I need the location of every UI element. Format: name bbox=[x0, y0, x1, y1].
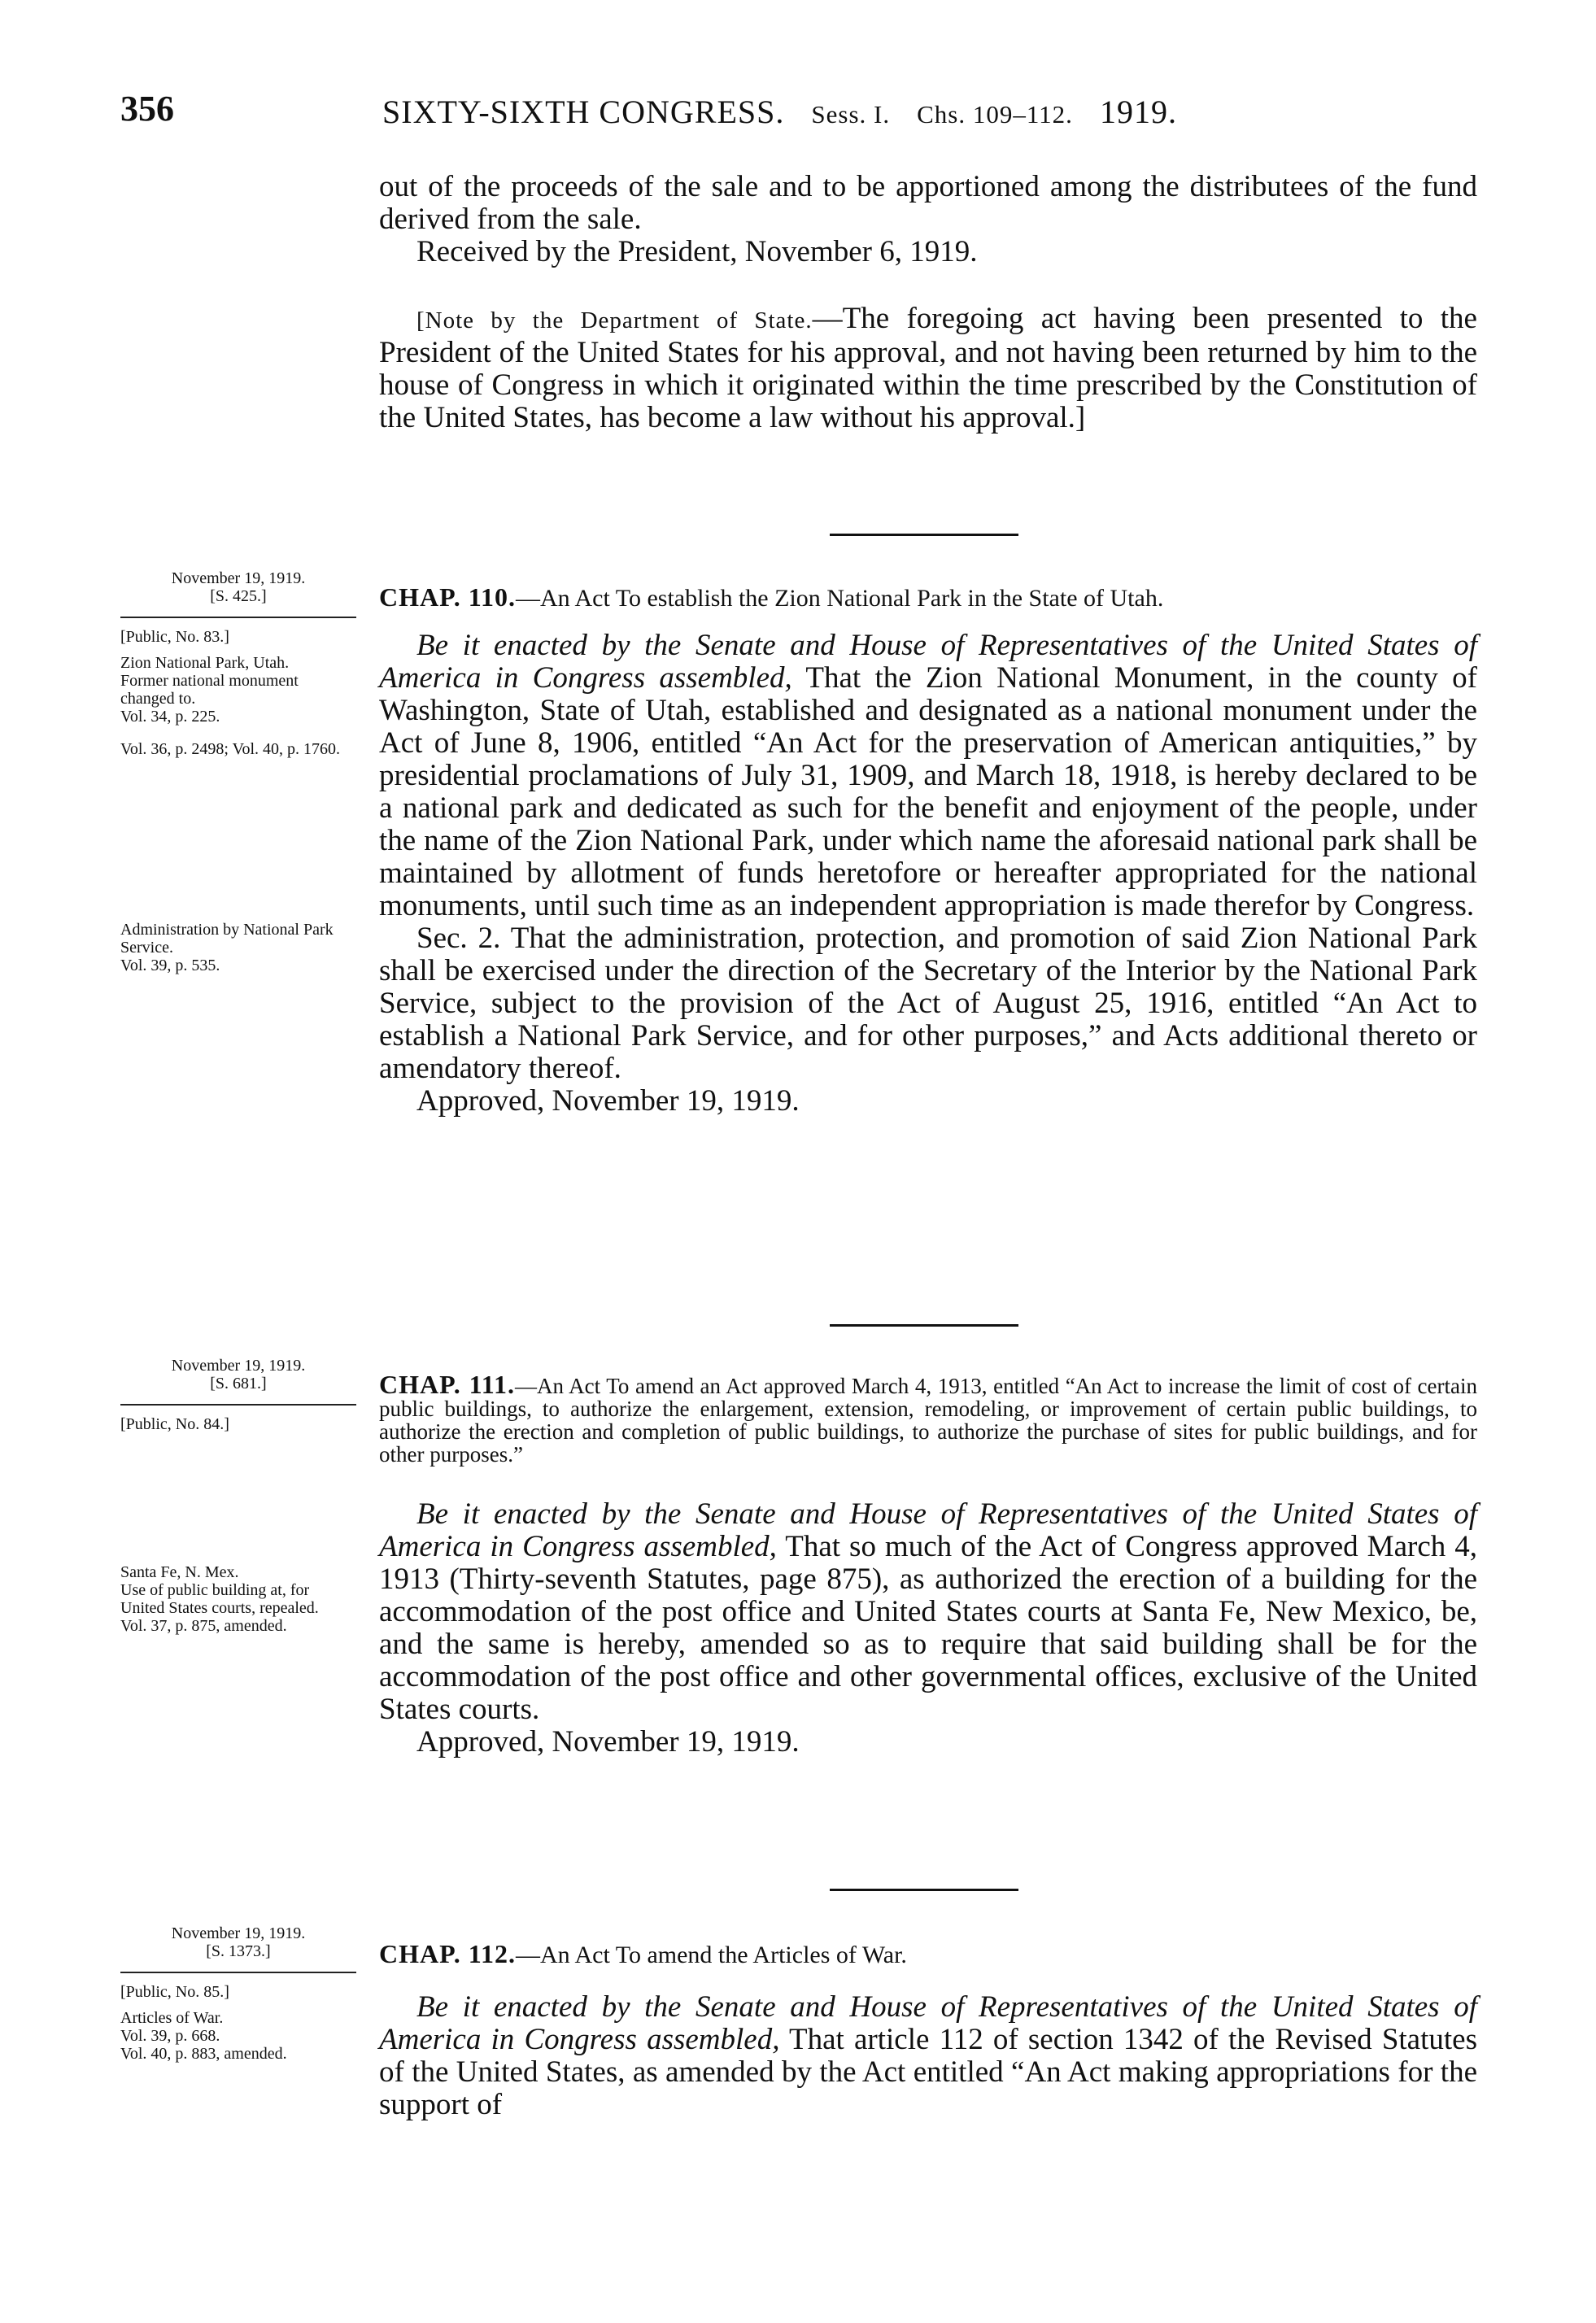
margin-reference: Vol. 34, p. 225. bbox=[120, 708, 220, 726]
enacting-clause: Be it enacted by the Senate and House of Representatives of the United States of America in Congress assembled, bbox=[379, 1990, 1477, 2056]
section-divider bbox=[830, 1324, 1018, 1327]
chap112-body bbox=[379, 1939, 1477, 2121]
chap-title-text: —An Act To amend an Act approved March 4, 1913, entitled “An Act to increase the limit of cost of certain public buildings, to authorize the enlargement, extension, remodeling, or improvement of certain public buildings, to authorize the erection and completion of public buildings, to authorize the purchase of sites for public buildings, and for other purposes.” bbox=[379, 1374, 1477, 1467]
chap112-title bbox=[379, 1939, 1477, 1970]
chap-label: CHAP. 110. bbox=[379, 582, 516, 612]
chap111-section bbox=[379, 1498, 1477, 1726]
chapters-label: Chs. 109–112. bbox=[917, 100, 1073, 129]
chap-label: CHAP. 112. bbox=[379, 1939, 516, 1968]
chap110-title bbox=[379, 582, 1477, 613]
approved-line: Approved, November 19, 1919. bbox=[416, 1725, 800, 1759]
chap111-margin bbox=[120, 1357, 356, 1635]
margin-rule bbox=[120, 1404, 356, 1406]
continuation-text: out of the proceeds of the sale and to be apportioned among the distributees of the fund derived from the sale. bbox=[379, 170, 1477, 236]
margin-bill-number: [S. 1373.] bbox=[206, 1942, 271, 1960]
margin-reference: Vol. 39, p. 535. bbox=[120, 957, 220, 974]
margin-date: November 19, 1919. bbox=[171, 1357, 306, 1375]
margin-public-number: [Public, No. 85.] bbox=[120, 1983, 229, 2001]
session-label: Sess. I. bbox=[811, 100, 891, 129]
margin-note: Zion National Park, Utah. bbox=[120, 654, 290, 672]
margin-reference: Vol. 39, p. 668. bbox=[120, 2027, 220, 2045]
margin-note: Former national monument changed to. bbox=[120, 672, 299, 708]
margin-rule bbox=[120, 617, 356, 618]
margin-reference: Vol. 36, p. 2498; Vol. 40, p. 1760. bbox=[120, 740, 341, 758]
congress-title: SIXTY-SIXTH CONGRESS. bbox=[382, 94, 785, 130]
enacting-clause: Be it enacted by the Senate and House of Representatives of the United States of America in Congress assembled, bbox=[379, 1497, 1477, 1563]
running-head bbox=[382, 93, 1177, 131]
margin-public-number: [Public, No. 84.] bbox=[120, 1415, 229, 1433]
received-line: Received by the President, November 6, 1919. bbox=[416, 235, 978, 268]
margin-date: November 19, 1919. bbox=[171, 569, 306, 587]
chap110-body bbox=[379, 582, 1477, 1118]
margin-note: Use of public building at, for United States courts, repealed. bbox=[120, 1581, 319, 1617]
chap112-section bbox=[379, 1991, 1477, 2121]
chap-title-text: —An Act To amend the Articles of War. bbox=[515, 1942, 907, 1968]
chap110-section1 bbox=[379, 630, 1477, 922]
margin-note: Santa Fe, N. Mex. bbox=[120, 1563, 239, 1581]
chap110-section2: Sec. 2. That the administration, protection, and promotion of said Zion National Park shall be exercised under the direction of the Secretary of the Interior by the National Park Service, subject to the provision of the Act of August 25, 1916, entitled “An Act to establish a National Park Service, and for other purposes,” and Acts additional thereto or amendatory thereof. bbox=[379, 922, 1477, 1085]
margin-rule bbox=[120, 1972, 356, 1973]
margin-reference: Vol. 40, p. 883, amended. bbox=[120, 2045, 287, 2063]
section-text: That article 112 of section 1342 of the Revised Statutes of the United States, as amended by the Act entitled “An Act making appropriations for the support of bbox=[379, 2023, 1477, 2121]
chap110-margin bbox=[120, 569, 356, 974]
margin-bill-number: [S. 425.] bbox=[210, 587, 267, 605]
continuation-block bbox=[379, 171, 1477, 434]
note-label: [Note by the Department of State. bbox=[416, 307, 813, 333]
margin-public-number: [Public, No. 83.] bbox=[120, 628, 229, 646]
margin-note: Articles of War. bbox=[120, 2009, 224, 2027]
section-text: That so much of the Act of Congress approved March 4, 1913 (Thirty-seventh Statutes, page 875), as authorized the erection of a building for the accommodation of the post office and United States courts at Santa Fe, New Mexico, be, and the same is hereby, amended so as to require that said building shall be for the accommodation of the post office and other governmental offices, exclusive of the United States courts. bbox=[379, 1530, 1477, 1726]
section-divider bbox=[830, 1889, 1018, 1891]
section1-text: That the Zion National Monument, in the county of Washington, State of Utah, established and designated as a national monument under the Act of June 8, 1906, entitled “An Act for the preservation of American antiquities,” by presidential proclamations of July 31, 1909, and March 18, 1918, is hereby declared to be a national park and dedicated as such for the benefit and enjoyment of the people, under the name of the Zion National Park, under which name the aforesaid national park shall be maintained by allotment of funds heretofore or hereafter appropriated for the national monuments, until such time as an independent appropriation is made therefor by Congress. bbox=[379, 661, 1477, 922]
margin-reference: Vol. 37, p. 875, amended. bbox=[120, 1617, 287, 1635]
chap111-body bbox=[379, 1370, 1477, 1759]
chap-label: CHAP. 111. bbox=[379, 1370, 516, 1399]
state-department-note bbox=[379, 303, 1477, 434]
chap112-margin bbox=[120, 1924, 356, 2063]
margin-date: November 19, 1919. bbox=[171, 1924, 306, 1942]
header-year: 1919. bbox=[1099, 94, 1177, 130]
approved-line: Approved, November 19, 1919. bbox=[416, 1084, 800, 1118]
note-text: —The foregoing act having been presented to the President of the United States for his approval, and not having been returned by him to the house of Congress in which it originated within the time prescribed by the Constitution of the United States, has become a law without his approval.] bbox=[379, 302, 1477, 434]
section-divider bbox=[830, 534, 1018, 536]
chap111-title bbox=[379, 1370, 1477, 1467]
margin-bill-number: [S. 681.] bbox=[210, 1375, 267, 1392]
enacting-clause: Be it enacted by the Senate and House of Representatives of the United States of America in Congress assembled, bbox=[379, 629, 1477, 695]
margin-note: Administration by National Park Service. bbox=[120, 921, 334, 957]
page-number: 356 bbox=[120, 89, 174, 129]
chap-title-text: —An Act To establish the Zion National Park in the State of Utah. bbox=[515, 585, 1164, 612]
